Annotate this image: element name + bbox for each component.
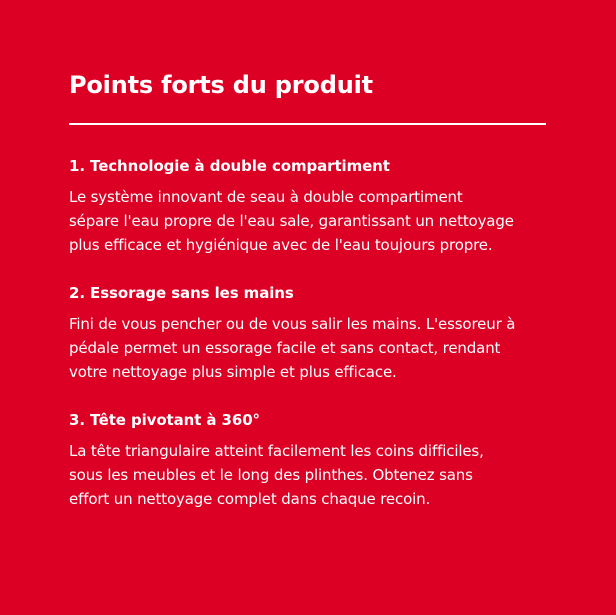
feature-description-line: sépare l'eau propre de l'eau sale, garantissant un nettoyage — [69, 212, 514, 230]
feature-description-line: votre nettoyage plus simple et plus efficace. — [69, 363, 397, 381]
feature-heading: 2. Essorage sans les mains — [69, 284, 294, 302]
feature-description-line: Le système innovant de seau à double compartiment — [69, 188, 463, 206]
feature-description-line: pédale permet un essorage facile et sans contact, rendant — [69, 339, 501, 357]
feature-description-line: effort un nettoyage complet dans chaque recoin. — [69, 490, 431, 508]
feature-description — [69, 439, 559, 511]
feature-description-line: sous les meubles et le long des plinthes. Obtenez sans — [69, 466, 473, 484]
feature-description — [69, 312, 559, 384]
section-title: Points forts du produit — [69, 71, 373, 99]
feature-description-line: plus efficace et hygiénique avec de l'eau toujours propre. — [69, 236, 493, 254]
feature-heading: 1. Technologie à double compartiment — [69, 157, 390, 175]
feature-list — [69, 155, 546, 511]
feature-description-line: Fini de vous pencher ou de vous salir les mains. L'essoreur à — [69, 315, 516, 333]
feature-description — [69, 185, 559, 257]
feature-item-hands-free-wringing — [69, 282, 546, 384]
title-divider — [69, 123, 546, 125]
feature-heading: 3. Tête pivotant à 360° — [69, 411, 260, 429]
feature-item-double-compartment — [69, 155, 546, 257]
feature-item-360-swivel-head — [69, 409, 546, 511]
feature-description-line: La tête triangulaire atteint facilement les coins difficiles, — [69, 442, 484, 460]
